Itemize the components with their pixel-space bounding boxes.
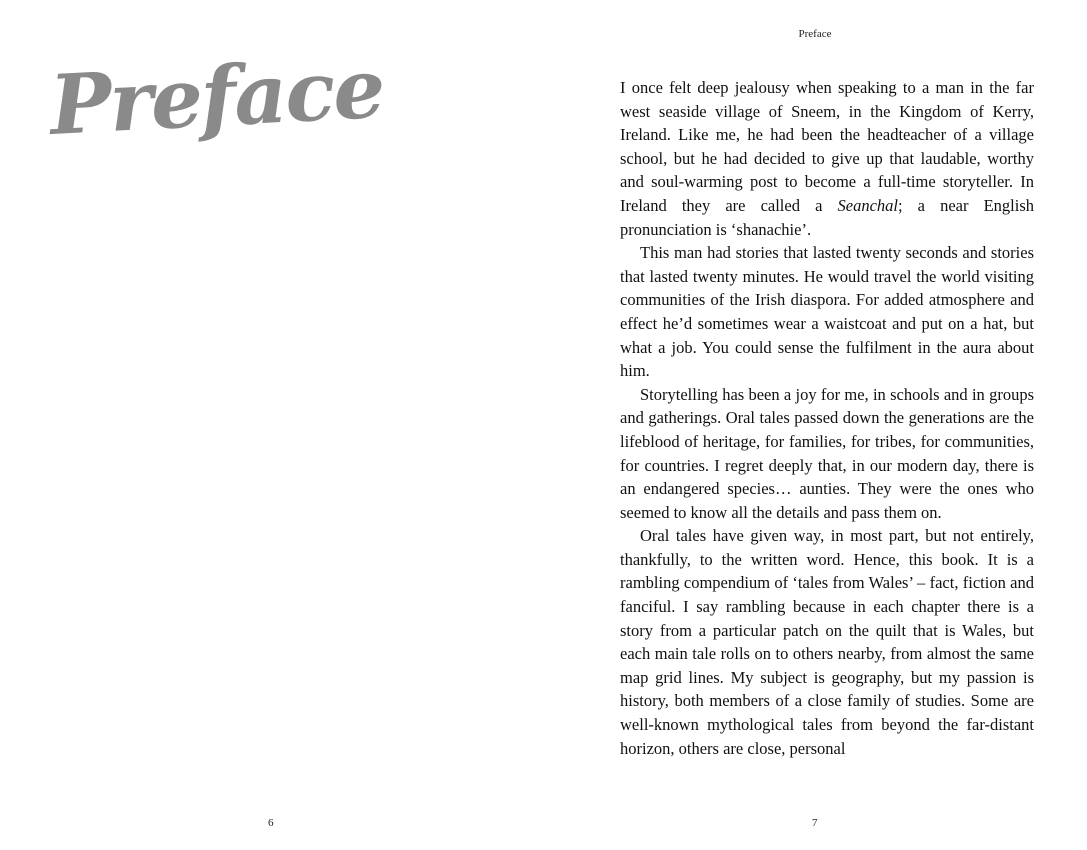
running-head: Preface	[798, 28, 832, 40]
body-text	[620, 76, 1034, 760]
chapter-title: Preface	[47, 40, 386, 154]
paragraph-3: Storytelling has been a joy for me, in schools and in groups and gatherings. Oral tales passed down the generations are the lifeblood of heritage, for families, for tribes, for communities, for countries. I regret deeply that, in our modern day, there is an endangered species… aunties. They were the ones who seemed to know all the details and pass them on.	[620, 384, 1034, 522]
paragraph-4: Oral tales have given way, in most part, but not entirely, thankfully, to the written word. Hence, this book. It is a rambling compendium of ‘tales from Wales’ – fact, fiction and fanciful. I say rambling because in each chapter there is a story from a particular patch on the quilt that is Wales, but each main tale rolls on to others nearby, from almost the same map grid lines. My subject is geography, but my passion is history, both members of a close family of studies. Some are well-known mythological tales from beyond the far-distant horizon, others are close, personal	[620, 526, 1034, 758]
paragraph-2: This man had stories that lasted twenty seconds and stories that lasted twenty minutes. He would travel the world visiting communities of the Irish diaspora. For added atmosphere and effect he’d sometimes wear a waistcoat and put on a hat, but what a job. You could sense the fulfilment in the aura about him.	[620, 243, 1034, 381]
page-number-left: 6	[268, 817, 274, 829]
right-page	[543, 0, 1087, 850]
page-number-right: 7	[812, 817, 818, 829]
paragraph-1: I once felt deep jealousy when speaking to a man in the far west seaside village of Sneem, in the Kingdom of Kerry, Ireland. Like me, he had been the headteacher of a village school, but he had decided to give up that laudable, worthy and soul-warming post to become a full-time storyteller. In Ireland they are called a Seanchal; a near English pronunciation is ‘shanachie’.	[620, 78, 1035, 239]
left-page	[0, 0, 543, 850]
italic-term: Seanchal	[837, 195, 898, 215]
